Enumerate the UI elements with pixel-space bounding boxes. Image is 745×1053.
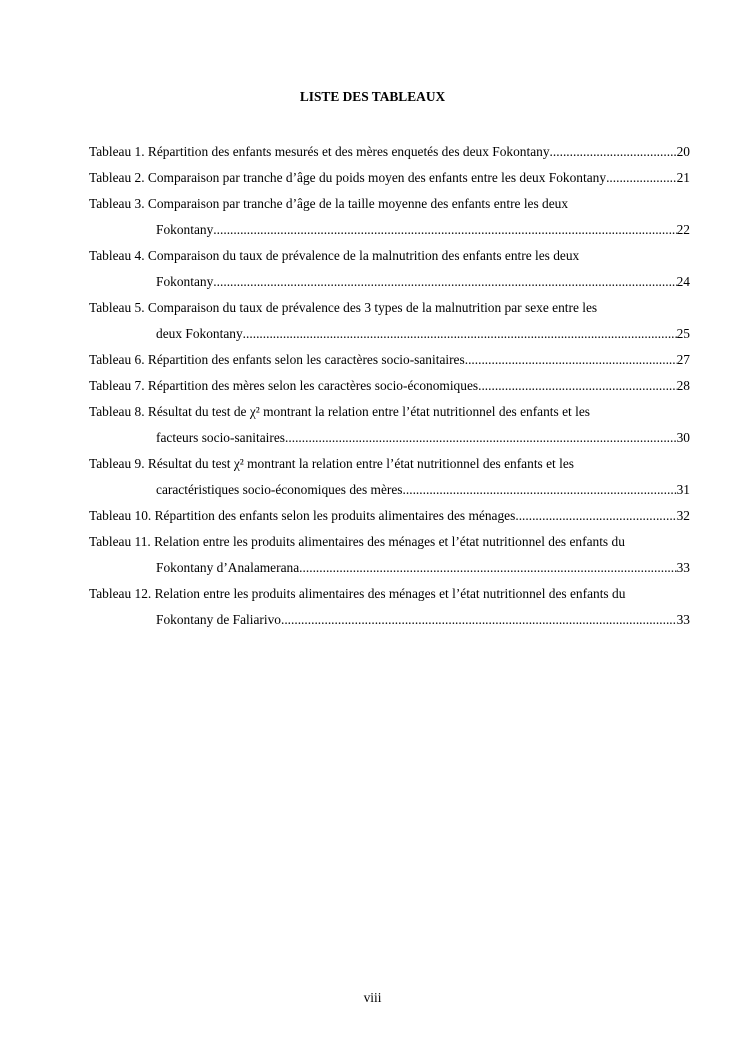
page-ref: 24 bbox=[676, 274, 690, 289]
dot-leader bbox=[403, 477, 677, 503]
entry-text-cont: caractéristiques socio-économiques des mères bbox=[156, 482, 403, 497]
toc-entry-8[interactable] bbox=[89, 399, 690, 451]
entry-text-cont: Fokontany d’Analamerana bbox=[156, 560, 300, 575]
page-ref: 33 bbox=[676, 560, 690, 575]
toc-entry-12[interactable] bbox=[89, 581, 690, 633]
page-ref: 22 bbox=[676, 222, 690, 237]
page-ref: 32 bbox=[676, 508, 690, 523]
dot-leader bbox=[465, 347, 677, 373]
entry-text-cont: Fokontany bbox=[156, 222, 214, 237]
dot-leader bbox=[515, 503, 676, 529]
page-ref: 30 bbox=[676, 430, 690, 445]
dot-leader bbox=[213, 269, 676, 295]
entry-text-cont: deux Fokontany bbox=[156, 326, 243, 341]
entry-text: Tableau 10. Répartition des enfants selon les produits alimentaires des ménages bbox=[89, 508, 516, 523]
page-ref: 21 bbox=[676, 170, 690, 185]
dot-leader bbox=[285, 425, 677, 451]
dot-leader bbox=[606, 165, 677, 191]
entry-text: Tableau 12. Relation entre les produits alimentaires des ménages et l’état nutritionnel des enfants du bbox=[89, 586, 626, 601]
table-list bbox=[89, 139, 690, 633]
page-number: viii bbox=[363, 990, 382, 1005]
entry-text-cont: Fokontany bbox=[156, 274, 214, 289]
dot-leader bbox=[550, 139, 677, 165]
dot-leader bbox=[213, 217, 676, 243]
entry-text: Tableau 5. Comparaison du taux de prévalence des 3 types de la malnutrition par sexe entre les bbox=[89, 300, 598, 315]
toc-entry-4[interactable] bbox=[89, 243, 690, 295]
entry-text: Tableau 7. Répartition des mères selon les caractères socio-économiques bbox=[89, 378, 479, 393]
page-ref: 20 bbox=[676, 144, 690, 159]
entry-text-cont: Fokontany de Faliarivo bbox=[156, 612, 281, 627]
dot-leader bbox=[243, 321, 677, 347]
page-ref: 25 bbox=[676, 326, 690, 341]
toc-entry-3[interactable] bbox=[89, 191, 690, 243]
entry-text: Tableau 9. Résultat du test χ² montrant la relation entre l’état nutritionnel des enfants et les bbox=[89, 456, 574, 471]
entry-text: Tableau 11. Relation entre les produits alimentaires des ménages et l’état nutritionnel des enfants du bbox=[89, 534, 625, 549]
toc-entry-10[interactable] bbox=[89, 503, 690, 529]
toc-entry-11[interactable] bbox=[89, 529, 690, 581]
toc-entry-9[interactable] bbox=[89, 451, 690, 503]
dot-leader bbox=[478, 373, 677, 399]
page-ref: 31 bbox=[676, 482, 690, 497]
entry-text-cont: facteurs socio-sanitaires bbox=[156, 430, 286, 445]
toc-entry-5[interactable] bbox=[89, 295, 690, 347]
toc-entry-7[interactable] bbox=[89, 373, 690, 399]
page-ref: 27 bbox=[676, 352, 690, 367]
dot-leader bbox=[281, 607, 677, 633]
entry-text: Tableau 4. Comparaison du taux de prévalence de la malnutrition des enfants entre les deux bbox=[89, 248, 580, 263]
entry-text: Tableau 1. Répartition des enfants mesurés et des mères enquetés des deux Fokontany bbox=[89, 144, 550, 159]
page-ref: 28 bbox=[676, 378, 690, 393]
entry-text: Tableau 2. Comparaison par tranche d’âge du poids moyen des enfants entre les deux Fokontany bbox=[89, 170, 607, 185]
page-ref: 33 bbox=[676, 612, 690, 627]
toc-entry-1[interactable] bbox=[89, 139, 690, 165]
toc-entry-6[interactable] bbox=[89, 347, 690, 373]
entry-text: Tableau 8. Résultat du test de χ² montrant la relation entre l’état nutritionnel des enfants et les bbox=[89, 404, 590, 419]
entry-text: Tableau 3. Comparaison par tranche d’âge de la taille moyenne des enfants entre les deux bbox=[89, 196, 569, 211]
page-title: LISTE DES TABLEAUX bbox=[299, 89, 446, 104]
dot-leader bbox=[299, 555, 676, 581]
entry-text: Tableau 6. Répartition des enfants selon les caractères socio-sanitaires bbox=[89, 352, 465, 367]
toc-entry-2[interactable] bbox=[89, 165, 690, 191]
